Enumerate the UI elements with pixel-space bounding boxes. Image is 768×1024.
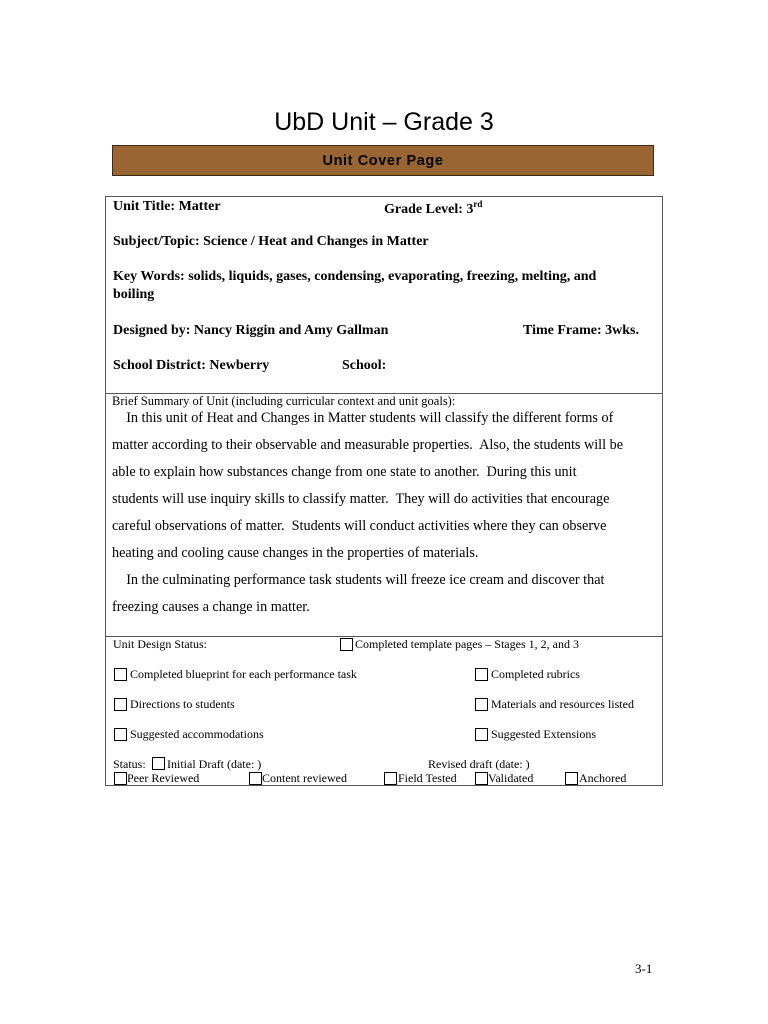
school: School: [342,358,387,373]
completed-rubrics-label: Completed rubrics [491,667,580,681]
anchored-checkbox[interactable] [565,772,578,785]
accommodations-label: Suggested accommodations [130,727,264,741]
unit-cover-banner [112,145,654,176]
grade-level-text: Grade Level: 3 [384,202,474,217]
summary-line: matter according to their observable and measurable properties. Also, the students will be [112,437,623,453]
validated-checkbox[interactable] [475,772,488,785]
extensions-label: Suggested Extensions [491,727,596,741]
field-tested-checkbox[interactable] [384,772,397,785]
key-words-line-1: Key Words: solids, liquids, gases, condensing, evaporating, freezing, melting, and [113,269,597,284]
unit-title: Unit Title: Matter [113,199,221,214]
peer-reviewed-checkbox[interactable] [114,772,127,785]
summary-line: heating and cooling cause changes in the properties of materials. [112,545,479,561]
extensions-checkbox[interactable] [475,728,488,741]
designed-by: Designed by: Nancy Riggin and Amy Gallman [113,323,389,338]
design-status-label: Unit Design Status: [113,637,208,651]
validated-label: Validated [488,771,534,785]
summary-line: In the culminating performance task students will freeze ice cream and discover that [112,572,605,588]
summary-line: freezing causes a change in matter. [112,599,310,615]
accommodations-checkbox[interactable] [114,728,127,741]
completed-template-label: Completed template pages – Stages 1, 2, and 3 [355,637,579,651]
summary-heading: Brief Summary of Unit (including curricular context and unit goals): [112,394,456,408]
status-label: Status: [113,757,146,771]
grade-level-suffix: rd [473,199,483,209]
initial-draft-checkbox[interactable] [152,757,165,770]
banner-label: Unit Cover Page [322,152,444,169]
grade-level [384,199,482,218]
directions-checkbox[interactable] [114,698,127,711]
summary-line: able to explain how substances change from one state to another. During this unit [112,464,577,480]
document-title: UbD Unit – Grade 3 [274,108,494,136]
initial-draft-label: Initial Draft (date: ) [167,757,262,771]
time-frame: Time Frame: 3wks. [523,323,639,338]
summary-line: students will use inquiry skills to classify matter. They will do activities that encourage [112,491,610,507]
revised-draft-label: Revised draft (date: ) [428,757,530,771]
completed-blueprint-checkbox[interactable] [114,668,127,681]
field-tested-label: Field Tested [398,771,457,785]
key-words-line-2: boiling [113,287,155,302]
summary-line: careful observations of matter. Students will conduct activities where they can observe [112,518,607,534]
content-reviewed-label: Content reviewed [262,771,347,785]
completed-rubrics-checkbox[interactable] [475,668,488,681]
summary-line: In this unit of Heat and Changes in Matter students will classify the different forms of [112,410,614,426]
peer-reviewed-label: Peer Reviewed [127,771,200,785]
subject-topic: Subject/Topic: Science / Heat and Changes in Matter [113,234,429,249]
materials-checkbox[interactable] [475,698,488,711]
completed-template-checkbox[interactable] [340,638,353,651]
anchored-label: Anchored [579,771,627,785]
page-number: 3-1 [635,961,653,976]
completed-blueprint-label: Completed blueprint for each performance task [130,667,357,681]
directions-label: Directions to students [130,697,235,711]
unit-cover-form [105,196,663,786]
school-district: School District: Newberry [113,358,270,373]
content-reviewed-checkbox[interactable] [249,772,262,785]
materials-label: Materials and resources listed [491,697,634,711]
